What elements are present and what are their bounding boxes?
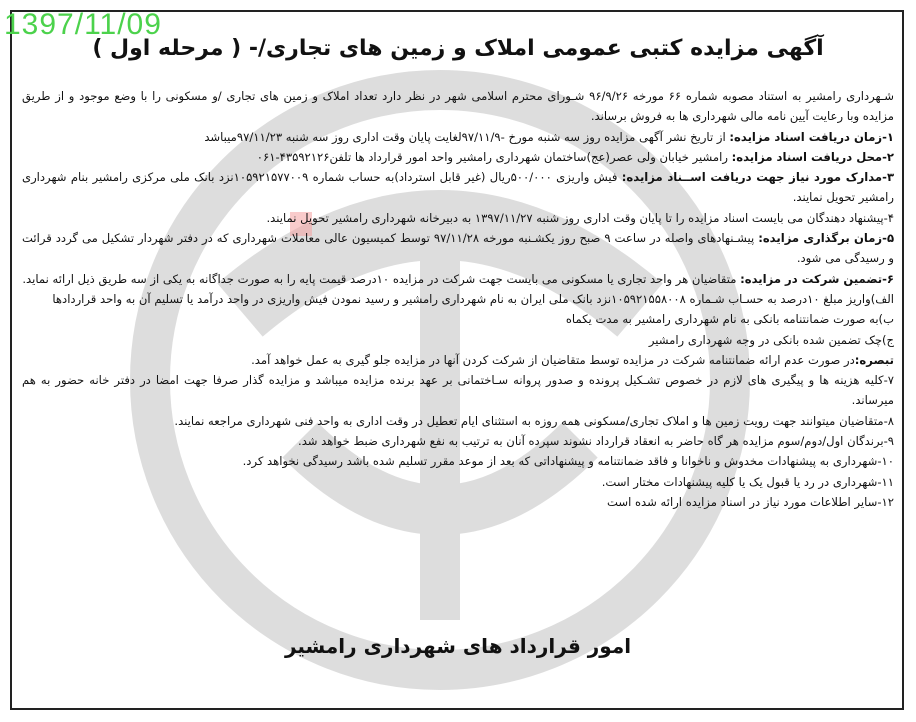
clause-number: ۲- — [882, 149, 894, 164]
clause-item — [22, 147, 894, 167]
ad-title: آگهی مزایده کتبی عمومی املاک و زمین های تجاری/- ( مرحله اول ) — [92, 36, 824, 61]
clause-text: ج)چک تضمین شده بانکی در وجه شهرداری رامشیر — [648, 332, 894, 347]
clause-item — [22, 309, 894, 329]
clause-text: از تاریخ نشر آگهی مزایده روز سه شنبه مورخ -۹۷/۱۱/۹لغایت پایان وقت اداری روز سه شنبه ۹۷/۱۱/۲۳میباشد — [204, 129, 730, 144]
clause-text: شهرداری در رد یا قبول یک یا کلیه پیشنهادات مختار است. — [601, 474, 878, 489]
clause-text: در صورت عدم ارائه ضمانتنامه شرکت در مزایده توسط متقاضیان از شرکت کردن آنها در مزایده جلو گیری به عمل خواهد آمد. — [251, 352, 855, 367]
clause-item — [22, 431, 894, 451]
clause-item — [22, 370, 894, 411]
clause-number: ۴- — [883, 210, 894, 225]
clause-item — [22, 269, 894, 289]
clause-text: برندگان اول/دوم/سوم مزایده هر گاه حاضر به انعقاد قرارداد نشوند سپرده آنان به ترتیب به نفع شهرداری ضبط خواهد شد. — [298, 434, 884, 449]
clause-number: ۶- — [882, 271, 894, 286]
clause-item — [22, 330, 894, 350]
ad-body — [22, 86, 894, 512]
clause-item — [22, 472, 894, 492]
clause-text: متقاضیان هر واحد تجاری یا مسکونی می بایست جهت شرکت در مزایده ۱۰درصد قیمت پایه را به صورت جداگانه به یکی از سه طریق ذیل ارائه نماید. — [22, 271, 741, 286]
clause-label: مدارک مورد نیاز جهت دریافت اســناد مزایده: — [621, 170, 883, 185]
clause-item — [22, 127, 894, 147]
clause-number: ۷- — [883, 373, 894, 388]
clause-text: الف)واریز مبلغ ۱۰درصد به حسـاب شـماره ۱۰۵۹۲۱۵۵۸۰۰۸نزد بانک ملی ایران به نام شهرداری رامشیر و رسید نمودن فیش واریزی در واحد درآمد یا تسلیم آن به واحد قراردادها — [52, 291, 894, 306]
clause-number: ۹- — [883, 434, 894, 449]
clause-label: تبصره: — [854, 352, 894, 367]
clause-text: فیش واریزی ۵۰۰/۰۰۰ریال (غیر قابل استرداد)به حساب شماره ۱۰۵۹۲۱۵۷۷۰۰۹نزد بانک ملی مرکزی رامشیر بنام شهرداری رامشیر تحویل نمایند. — [22, 170, 894, 205]
clause-item — [22, 228, 894, 269]
clause-number: ۵- — [882, 231, 895, 246]
clause-text: کلیه هزینه ها و پیگیری های لازم در خصوص تشـکیل پرونده و صدور پروانه سـاختمانی بر عهد برنده مزایده میباشد و مزایده گذار صرفا جهت امضا در دفتر خانه حضور به هم میرساند. — [22, 373, 894, 408]
clause-item — [22, 350, 894, 370]
clause-label: زمان دریافت اسناد مزایده: — [729, 129, 883, 144]
clause-item — [22, 208, 894, 228]
clause-label: محل دریافت اسناد مزایده: — [731, 149, 883, 164]
clause-number: ۱۱- — [877, 474, 894, 489]
clause-text: شهرداری به پیشنهادات مخدوش و ناخوانا و فاقد ضمانتنامه و پیشنهاداتی که بعد از موعد مقرر تسلیم شده باشد رسیدگی نخواهد کرد. — [242, 454, 878, 469]
ad-footer: امور قرارداد های شهرداری رامشیر — [284, 634, 632, 658]
clause-number: ۱- — [882, 129, 894, 144]
clause-text: ب)به صورت ضمانتنامه بانکی به نام شهرداری رامشیر به مدت یکماه — [565, 312, 894, 327]
clause-number: ۳- — [882, 170, 895, 185]
clause-number: ۸- — [883, 413, 894, 428]
clause-item — [22, 492, 894, 512]
clause-text: متقاضیان میتوانند جهت رویت زمین ها و املاک تجاری/مسکونی همه روزه به استثنای ایام تعطیل در وقت اداری به واحد فنی شهرداری مراجعه نمایند. — [174, 413, 884, 428]
clause-item — [22, 411, 894, 431]
clause-label: زمان برگذاری مزایده: — [758, 231, 883, 246]
clause-text: سایر اطلاعات مورد نیاز در اسناد مزایده ارائه شده است — [606, 494, 878, 509]
clause-text: پیشنهاد دهندگان می بایست اسناد مزایده را تا پایان وقت اداری روز شنبه ۱۳۹۷/۱۱/۲۷ به دبیرخانه شهرداری رامشیر تحویل نمایند. — [266, 210, 884, 225]
clause-label: تضمین شرکت در مزایده: — [740, 271, 883, 286]
clause-text: رامشیر خیابان ولی عصر(عج)ساختمان شهرداری رامشیر واحد امور قرارداد ها تلفن۴۳۵۹۲۱۲۶-۰۶۱ — [256, 149, 732, 164]
clause-text: پیشـنهادهای واصله در ساعت ۹ صبح روز یکشـنبه مورخه ۹۷/۱۱/۲۸ توسط کمیسیون عالی معاملات شهرداری که در دفتر شهردار تشکیل می گردد قرائت و رسیدگی می شود. — [22, 231, 894, 266]
clause-item — [22, 289, 894, 309]
stamp-date: 1397/11/09 — [4, 8, 162, 41]
clause-item — [22, 451, 894, 471]
clause-number: ۱۲- — [877, 494, 894, 509]
intro-paragraph: شـهرداری رامشیر به استناد مصوبه شماره ۶۶ مورخه ۹۶/۹/۲۶ شـورای محترم اسلامی شهر در نظر دارد تعداد املاک و زمین های تجاری /و مسکونی را با وضع موجود و از طریق مزایده وبا رعایت آیین نامه مالی شهرداری ها به فروش برساند. — [22, 89, 894, 124]
clause-number: ۱۰- — [877, 454, 894, 469]
clause-item — [22, 167, 894, 208]
